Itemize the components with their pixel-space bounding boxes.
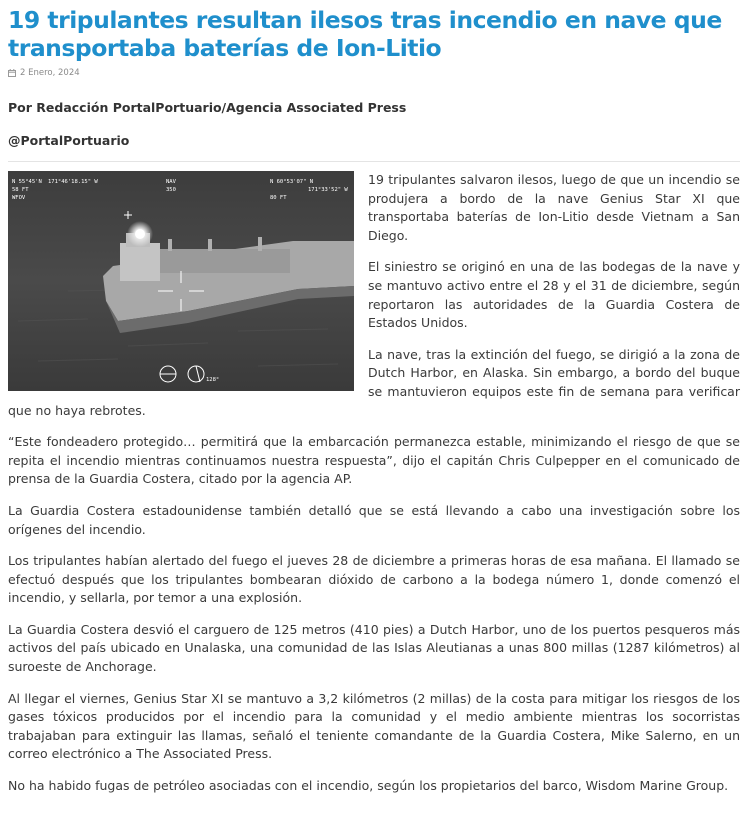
hud-text: NAV — [166, 179, 176, 185]
article-byline: Por Redacción PortalPortuario/Agencia Associated Press — [8, 100, 407, 115]
hud-text: WFOV — [12, 195, 26, 201]
article-paragraph: 19 tripulantes salvaron ilesos, luego de que un incendio se produjera a bordo de la nave Genius Star XI que transportaba baterías de Ion-Litio desde Vietnam a San Diego. — [368, 172, 740, 243]
article-date: 2 Enero, 2024 — [20, 68, 80, 78]
hud-text: 350 — [166, 187, 176, 193]
article-paragraph: La Guardia Costera desvió el carguero de 125 metros (410 pies) a Dutch Harbor, uno de los puertos pesqueros más activos del país ubicado en Unalaska, una comunidad de las Islas Aleutianas a unas 800 millas (1287 kilómetros) al suroeste de Anchorage. — [8, 621, 740, 675]
hud-text: 80 FT — [270, 195, 287, 201]
article-paragraph: La nave, tras la extinción del fuego, se dirigió a la zona de Dutch Harbor, en Alaska. Sin embargo, a bordo del buque se mantuvieron equipos este fin de semana para verificar que no haya rebrotes. — [8, 346, 740, 418]
hud-text: 58 FT — [12, 187, 29, 193]
calendar-icon — [8, 69, 16, 77]
article-handle[interactable]: @PortalPortuario — [8, 133, 130, 148]
hud-text: N 55°45'N — [12, 179, 42, 185]
article-paragraph: “Este fondeadero protegido… permitirá que la embarcación permanezca estable, minimizando el riesgo de que se repita el incendio mientras continuamos nuestra respuesta”, dijo el capitán Chris Culpepper en el comunicado de prensa de la Guardia Costera, citado por la agencia AP. — [8, 434, 740, 487]
hud-text: 128° — [206, 377, 220, 383]
divider — [8, 161, 740, 162]
article-title: 19 tripulantes resultan ilesos tras incendio en nave que transportaba baterías de Ion-Litio — [8, 6, 722, 62]
thermal-ship-image — [8, 171, 354, 391]
article-paragraph: El siniestro se originó en una de las bodegas de la nave y se mantuvo activo entre el 28 y el 31 de diciembre, según reportaron las autoridades de la Guardia Costera de Estados Unidos. — [368, 259, 740, 331]
hud-text: N 60°53'07" N — [270, 179, 314, 185]
article-paragraph: Los tripulantes habían alertado del fuego el jueves 28 de diciembre a primeras horas de esa mañana. El llamado se efectuó después que los tripulantes bombearan dióxido de carbono a la bodega número 1, donde comenzó el incendio, y sellarla, por temor a una explosión. — [8, 553, 740, 606]
article-paragraph: La Guardia Costera estadounidense también detalló que se está llevando a cabo una investigación sobre los orígenes del incendio. — [8, 502, 740, 537]
hud-text: 171°46'18.15" W — [48, 179, 98, 185]
article-paragraph: No ha habido fugas de petróleo asociadas con el incendio, según los propietarios del barco, Wisdom Marine Group. — [8, 778, 729, 794]
article-body — [8, 171, 740, 796]
hud-text: 171°33'52" W — [308, 187, 348, 193]
article-paragraph: Al llegar el viernes, Genius Star XI se mantuvo a 3,2 kilómetros (2 millas) de la costa para mitigar los riesgos de los gases tóxicos producidos por el incendio para la comunidad y el medio ambiente mientras los socorristas trabajaban para extinguir las llamas, señaló el teniente comandante de la Guardia Costera, Mike Salerno, en un correo electrónico a The Associated Press. — [8, 690, 740, 762]
article-meta — [8, 68, 740, 78]
